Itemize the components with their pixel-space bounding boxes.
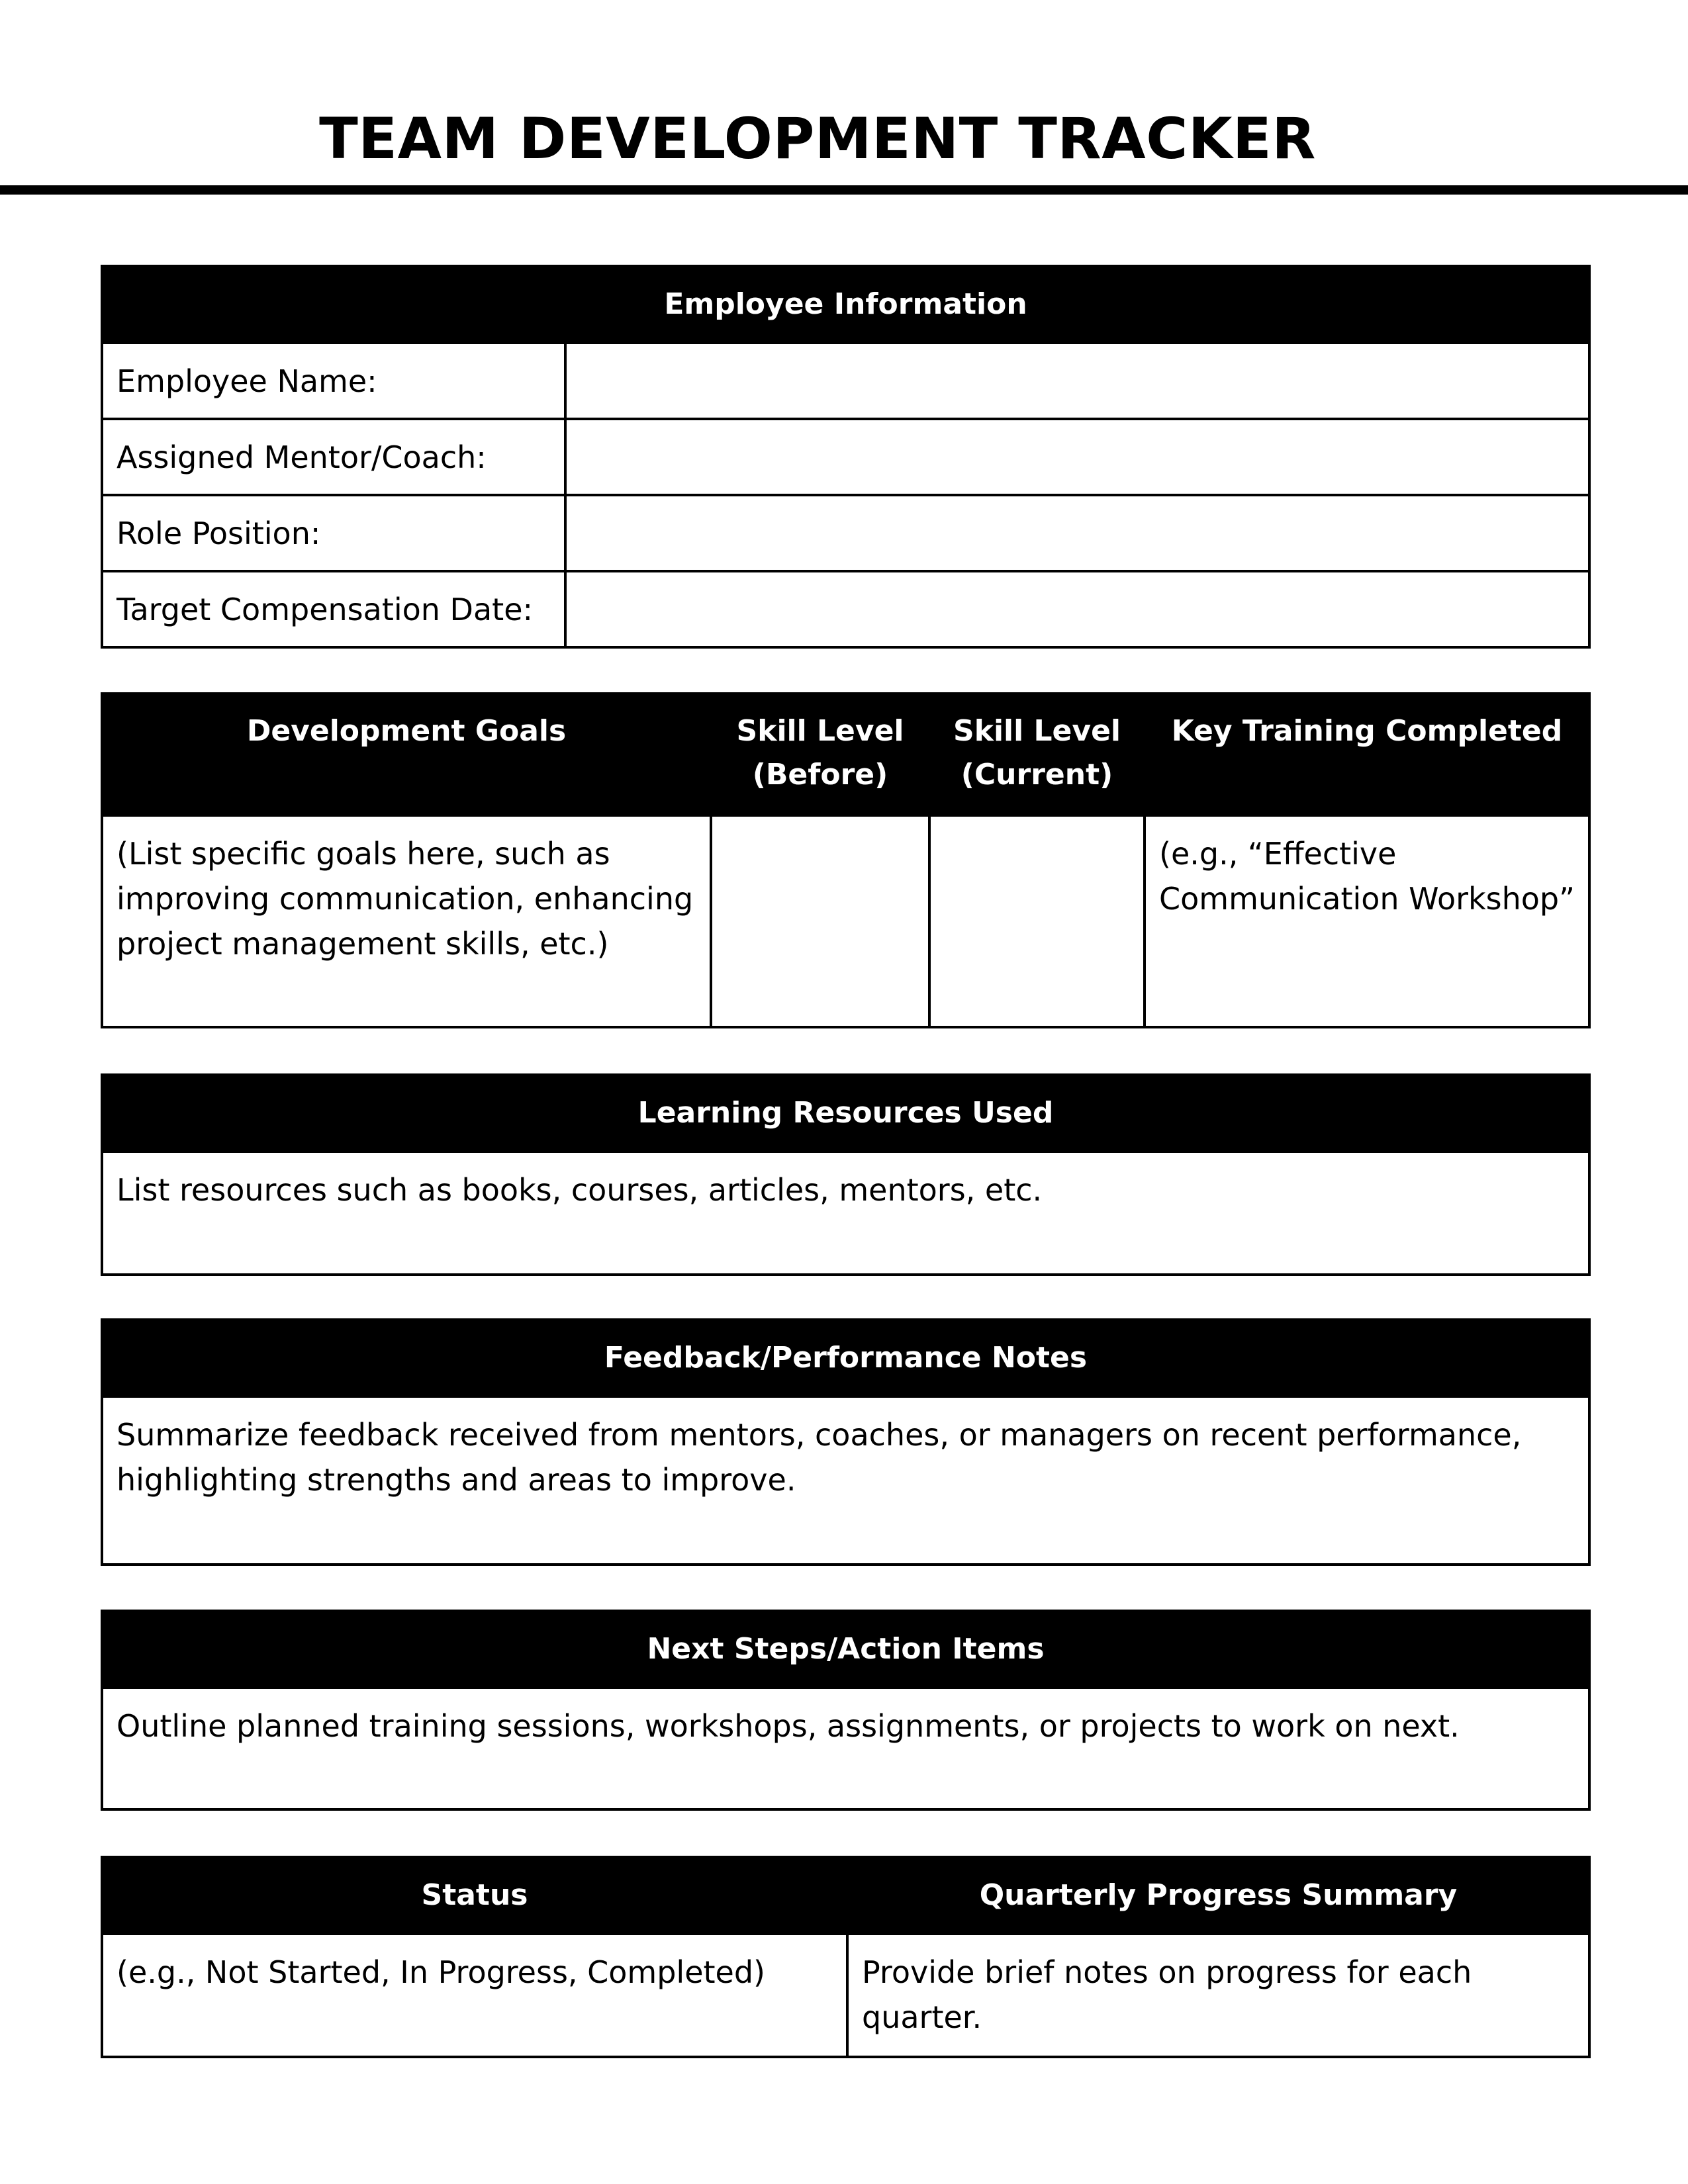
skill-level-current-header-line2: (Current) — [961, 758, 1113, 792]
next-steps-table — [101, 1610, 1591, 1811]
status-header: Status — [102, 1857, 847, 1934]
status-summary-table — [101, 1856, 1591, 2058]
development-goals-table — [101, 692, 1591, 1028]
title-divider — [0, 185, 1688, 195]
skill-level-before-cell[interactable] — [711, 815, 929, 1027]
employee-name-label: Employee Name: — [102, 343, 565, 419]
feedback-notes-cell[interactable]: Summarize feedback received from mentors, coaches, or managers on recent performance, highlighting strengths and areas to improve. — [102, 1396, 1589, 1565]
skill-level-current-header — [929, 694, 1145, 815]
feedback-notes-table — [101, 1318, 1591, 1566]
employee-information-table — [101, 265, 1591, 649]
next-steps-cell[interactable]: Outline planned training sessions, workshops, assignments, or projects to work on next. — [102, 1688, 1589, 1809]
quarterly-summary-header: Quarterly Progress Summary — [847, 1857, 1589, 1934]
feedback-notes-header: Feedback/Performance Notes — [102, 1320, 1589, 1396]
next-steps-header: Next Steps/Action Items — [102, 1611, 1589, 1688]
mentor-coach-label: Assigned Mentor/Coach: — [102, 419, 565, 495]
key-training-header: Key Training Completed — [1145, 694, 1589, 815]
learning-resources-cell[interactable]: List resources such as books, courses, articles, mentors, etc. — [102, 1152, 1589, 1275]
target-compensation-date-label: Target Compensation Date: — [102, 571, 565, 647]
development-goals-header: Development Goals — [102, 694, 711, 815]
development-goals-cell[interactable]: (List specific goals here, such as improving communication, enhancing project management skills, etc.) — [102, 815, 711, 1027]
skill-level-before-header — [711, 694, 929, 815]
role-position-field[interactable] — [565, 495, 1589, 571]
mentor-coach-field[interactable] — [565, 419, 1589, 495]
skill-level-current-cell[interactable] — [929, 815, 1145, 1027]
status-cell[interactable]: (e.g., Not Started, In Progress, Completed) — [102, 1934, 847, 2057]
learning-resources-table — [101, 1073, 1591, 1276]
employee-name-field[interactable] — [565, 343, 1589, 419]
target-compensation-date-field[interactable] — [565, 571, 1589, 647]
learning-resources-header: Learning Resources Used — [102, 1075, 1589, 1152]
skill-level-current-header-line1: Skill Level — [953, 714, 1121, 748]
role-position-label: Role Position: — [102, 495, 565, 571]
quarterly-summary-cell[interactable]: Provide brief notes on progress for each quarter. — [847, 1934, 1589, 2057]
key-training-cell[interactable]: (e.g., “Effective Communication Workshop” — [1145, 815, 1589, 1027]
skill-level-before-header-line2: (Before) — [752, 758, 888, 792]
page-title: TEAM DEVELOPMENT TRACKER — [319, 106, 1316, 172]
skill-level-before-header-line1: Skill Level — [736, 714, 904, 748]
employee-information-header: Employee Information — [102, 266, 1589, 343]
